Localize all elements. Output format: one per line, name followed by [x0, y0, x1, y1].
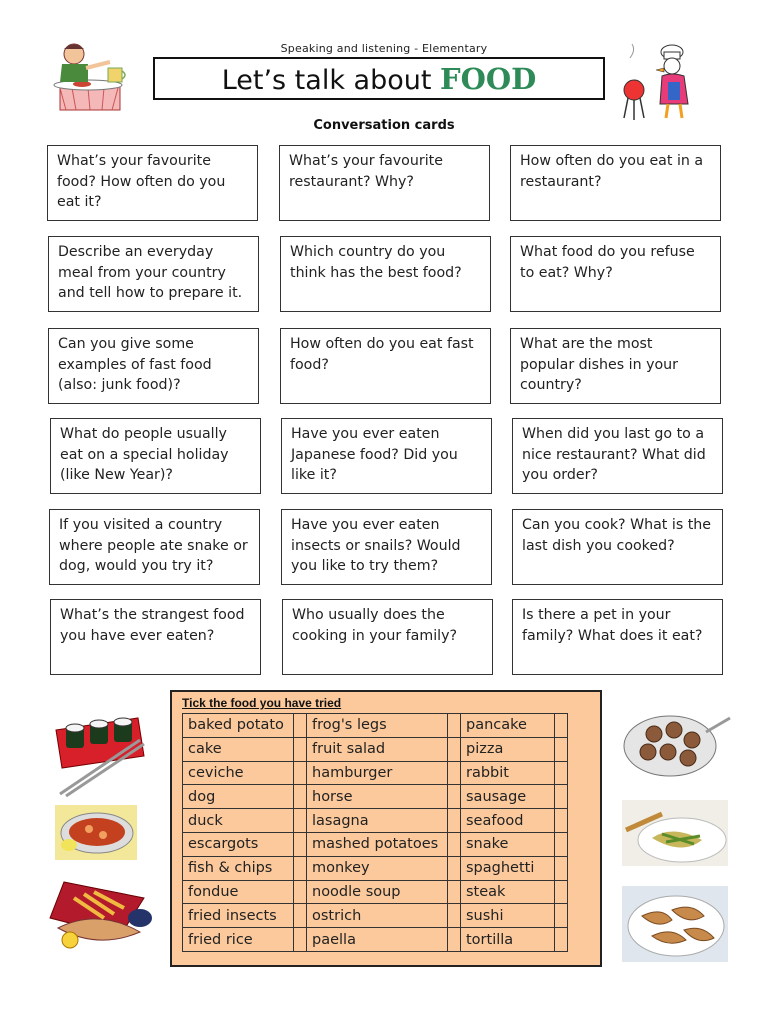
food-name-cell: fried insects [183, 904, 294, 928]
food-name-cell: spaghetti [461, 856, 555, 880]
tick-box[interactable] [448, 856, 461, 880]
food-name-cell: steak [461, 880, 555, 904]
table-row [183, 832, 568, 856]
food-name-cell: pizza [461, 737, 555, 761]
conversation-card: Describe an everyday meal from your country and tell how to prepare it. [48, 236, 259, 312]
table-row [183, 714, 568, 738]
conversation-card: What food do you refuse to eat? Why? [510, 236, 721, 312]
conversation-card: Who usually does the cooking in your family? [282, 599, 493, 675]
food-name-cell: ostrich [307, 904, 448, 928]
table-row [183, 761, 568, 785]
conversation-card: What’s the strangest food you have ever eaten? [50, 599, 261, 675]
food-name-cell: fish & chips [183, 856, 294, 880]
tick-box[interactable] [555, 880, 568, 904]
conversation-card: What are the most popular dishes in your country? [510, 328, 721, 404]
food-name-cell: seafood [461, 809, 555, 833]
food-name-cell: horse [307, 785, 448, 809]
food-name-cell: paella [307, 928, 448, 952]
food-name-cell: noodle soup [307, 880, 448, 904]
food-name-cell: snake [461, 832, 555, 856]
diner-clipart [48, 40, 140, 114]
tick-box[interactable] [555, 832, 568, 856]
food-name-cell: fondue [183, 880, 294, 904]
food-name-cell: duck [183, 809, 294, 833]
food-name-cell: sushi [461, 904, 555, 928]
tick-box[interactable] [448, 928, 461, 952]
tick-box[interactable] [555, 737, 568, 761]
food-name-cell: tortilla [461, 928, 555, 952]
conversation-card: Have you ever eaten Japanese food? Did you like it? [281, 418, 492, 494]
food-name-cell: fruit salad [307, 737, 448, 761]
food-name-cell: cake [183, 737, 294, 761]
conversation-card: Can you give some examples of fast food (also: junk food)? [48, 328, 259, 404]
conversation-card: Have you ever eaten insects or snails? Would you like to try them? [281, 509, 492, 585]
tick-box[interactable] [294, 880, 307, 904]
tick-box[interactable] [555, 785, 568, 809]
tick-box[interactable] [555, 904, 568, 928]
soup-bowl-photo [55, 805, 137, 860]
chef-duck-clipart [620, 38, 708, 124]
tick-box[interactable] [448, 714, 461, 738]
tick-box[interactable] [294, 714, 307, 738]
tick-box[interactable] [555, 761, 568, 785]
food-name-cell: pancake [461, 714, 555, 738]
page-title [153, 57, 605, 100]
section-title: Conversation cards [313, 118, 455, 133]
table-row [183, 880, 568, 904]
conversation-card: Is there a pet in your family? What does it eat? [512, 599, 723, 675]
table-row [183, 928, 568, 952]
conversation-card: What do people usually eat on a special holiday (like New Year)? [50, 418, 261, 494]
tick-box[interactable] [294, 856, 307, 880]
conversation-card: When did you last go to a nice restaurant? What did you order? [512, 418, 723, 494]
tick-box[interactable] [294, 737, 307, 761]
food-name-cell: dog [183, 785, 294, 809]
tick-box[interactable] [448, 809, 461, 833]
tick-box[interactable] [294, 904, 307, 928]
food-name-cell: ceviche [183, 761, 294, 785]
table-row [183, 785, 568, 809]
table-row [183, 856, 568, 880]
food-name-cell: fried rice [183, 928, 294, 952]
tick-box[interactable] [294, 832, 307, 856]
tick-box[interactable] [448, 904, 461, 928]
tick-box[interactable] [294, 785, 307, 809]
food-checklist [170, 690, 602, 967]
conversation-card: How often do you eat fast food? [280, 328, 491, 404]
conversation-card: Can you cook? What is the last dish you cooked? [512, 509, 723, 585]
food-name-cell: baked potato [183, 714, 294, 738]
tick-box[interactable] [448, 880, 461, 904]
food-name-cell: lasagna [307, 809, 448, 833]
conversation-card: Which country do you think has the best food? [280, 236, 491, 312]
table-row [183, 737, 568, 761]
tick-box[interactable] [448, 832, 461, 856]
food-name-cell: frog's legs [307, 714, 448, 738]
food-table [182, 713, 568, 952]
table-row [183, 809, 568, 833]
escargots-photo [618, 710, 734, 780]
tick-box[interactable] [555, 809, 568, 833]
food-name-cell: escargots [183, 832, 294, 856]
tick-box[interactable] [448, 785, 461, 809]
tick-box[interactable] [294, 928, 307, 952]
conversation-card: What’s your favourite restaurant? Why? [279, 145, 490, 221]
tick-box[interactable] [294, 761, 307, 785]
conversation-card: If you visited a country where people ate snake or dog, would you try it? [49, 509, 260, 585]
tick-box[interactable] [555, 928, 568, 952]
tick-box[interactable] [448, 737, 461, 761]
food-name-cell: mashed potatoes [307, 832, 448, 856]
tick-box[interactable] [555, 714, 568, 738]
title-food-word: FOOD [440, 62, 537, 96]
noodle-dish-photo [622, 800, 728, 866]
food-name-cell: rabbit [461, 761, 555, 785]
food-name-cell: monkey [307, 856, 448, 880]
tick-box[interactable] [294, 809, 307, 833]
conversation-card: How often do you eat in a restaurant? [510, 145, 721, 221]
worksheet-subtitle: Speaking and listening - Elementary [280, 42, 488, 55]
food-name-cell: hamburger [307, 761, 448, 785]
fish-chips-clipart [44, 878, 158, 958]
table-row [183, 904, 568, 928]
tick-box[interactable] [448, 761, 461, 785]
food-name-cell: sausage [461, 785, 555, 809]
tick-box[interactable] [555, 856, 568, 880]
title-text: Let’s talk about [221, 65, 441, 96]
conversation-card: What’s your favourite food? How often do you eat it? [47, 145, 258, 221]
checklist-heading: Tick the food you have tried [182, 696, 342, 710]
fried-frog-legs-photo [622, 886, 728, 962]
sushi-clipart [52, 710, 148, 798]
